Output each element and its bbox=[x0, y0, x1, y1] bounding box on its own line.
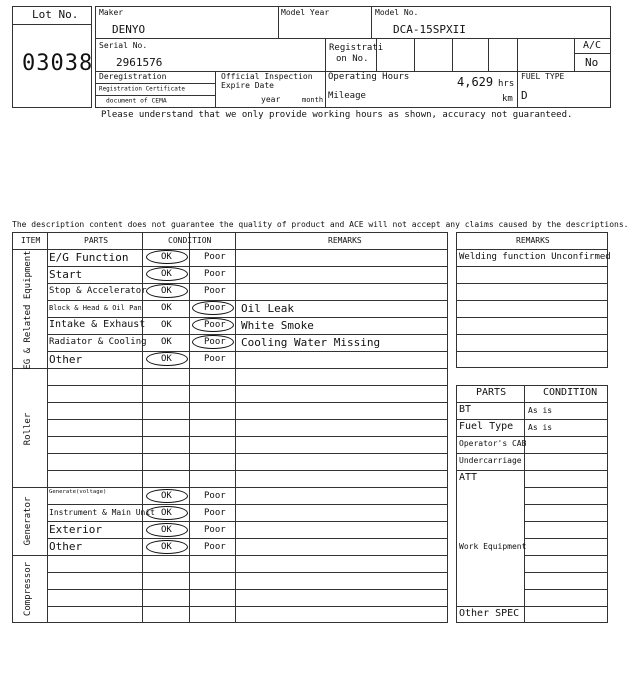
ok-option: OK bbox=[161, 542, 172, 552]
part-name: E/G Function bbox=[49, 251, 129, 264]
serial-value: 2961576 bbox=[116, 56, 163, 69]
ok-option: OK bbox=[161, 269, 172, 279]
remark-text: White Smoke bbox=[241, 319, 314, 332]
remarks-header: REMARKS bbox=[328, 236, 362, 245]
fuel-type-side-value: As is bbox=[528, 423, 553, 432]
parts-header: PARTS bbox=[84, 236, 109, 245]
section-generator-label: Generator bbox=[23, 496, 33, 546]
ok-option: OK bbox=[161, 303, 172, 313]
registration-label-2: on No. bbox=[336, 54, 369, 64]
expire-date-label: Expire Date bbox=[221, 81, 274, 90]
ok-option: OK bbox=[161, 286, 172, 296]
remark-text: Oil Leak bbox=[241, 302, 294, 315]
ac-value: No bbox=[585, 56, 599, 69]
item-header: ITEM bbox=[21, 236, 41, 245]
bt-label: BT bbox=[459, 404, 472, 415]
ok-option: OK bbox=[161, 491, 172, 501]
poor-option: Poor bbox=[204, 525, 226, 535]
model-no-label: Model No. bbox=[375, 8, 419, 17]
operators-cab-label: Operator's CAB bbox=[459, 439, 527, 448]
side-remarks-header: REMARKS bbox=[516, 236, 550, 245]
part-name: Stop & Accelerator bbox=[49, 286, 147, 296]
ok-option: OK bbox=[161, 354, 172, 364]
poor-option: Poor bbox=[204, 252, 226, 262]
km-unit: km bbox=[502, 94, 513, 104]
lot-number: 03038 bbox=[22, 51, 94, 76]
cema-label: document of CEMA bbox=[106, 97, 167, 105]
section-eg-label: EG & Related Equipment bbox=[23, 250, 33, 370]
part-name: Radiator & Cooling bbox=[49, 337, 147, 347]
part-name: Intake & Exhaust bbox=[49, 319, 146, 330]
att-label: ATT bbox=[459, 472, 478, 483]
disclaimer: The description content does not guarantee the quality of product and ACE will not accept any claims caused by the descriptions. bbox=[12, 220, 629, 229]
other-spec-label: Other SPEC bbox=[459, 608, 520, 619]
part-name: Exterior bbox=[49, 523, 102, 536]
poor-option: Poor bbox=[204, 269, 226, 279]
part-name: Block & Head & Oil Pan bbox=[49, 304, 142, 312]
fuel-type-value: D bbox=[521, 89, 528, 102]
year-label: year bbox=[261, 95, 281, 104]
poor-option: Poor bbox=[204, 354, 226, 364]
bt-value: As is bbox=[528, 406, 553, 415]
poor-option: Poor bbox=[204, 320, 226, 330]
mileage-label: Mileage bbox=[328, 91, 366, 101]
poor-option: Poor bbox=[204, 542, 226, 552]
deregistration-label: Deregistration bbox=[99, 72, 167, 81]
ok-option: OK bbox=[161, 320, 172, 330]
section-roller-label: Roller bbox=[23, 412, 33, 446]
poor-option: Poor bbox=[204, 286, 226, 296]
inspection-label: Official Inspection bbox=[221, 72, 313, 81]
part-name: Other bbox=[49, 540, 83, 553]
model-no-value: DCA-15SPXII bbox=[393, 23, 466, 36]
operating-hours-value: 4,629 bbox=[457, 75, 494, 89]
remark-text: Cooling Water Missing bbox=[241, 336, 381, 349]
accuracy-notice: Please understand that we only provide working hours as shown, accuracy not guaranteed. bbox=[101, 110, 573, 120]
operating-hours-label: Operating Hours bbox=[328, 72, 410, 82]
model-year-label: Model Year bbox=[281, 8, 330, 17]
condition-header: CONDITION bbox=[168, 236, 212, 245]
fuel-type-side-label: Fuel Type bbox=[459, 421, 514, 432]
undercarriage-label: Undercarriage bbox=[459, 456, 522, 465]
maker-value: DENYO bbox=[112, 23, 146, 36]
side-condition-header: CONDITION bbox=[543, 387, 598, 398]
registration-label: Registrati bbox=[329, 43, 384, 53]
side-remark-text: Welding function Unconfirmed bbox=[459, 252, 611, 262]
ok-option: OK bbox=[161, 508, 172, 518]
work-equipment-label: Work Equipment bbox=[459, 542, 527, 551]
poor-option: Poor bbox=[204, 337, 226, 347]
section-compressor-label: Compressor bbox=[23, 561, 33, 617]
part-name: Instrument & Main Unit bbox=[49, 508, 155, 517]
month-label: month bbox=[302, 96, 324, 104]
part-name: Start bbox=[49, 268, 83, 281]
lot-label: Lot No. bbox=[32, 8, 79, 21]
maker-label: Maker bbox=[99, 8, 124, 17]
part-name: Other bbox=[49, 353, 83, 366]
registration-certificate-label: Registration Certificate bbox=[99, 85, 185, 92]
ok-option: OK bbox=[161, 337, 172, 347]
serial-label: Serial No. bbox=[99, 41, 148, 50]
poor-option: Poor bbox=[204, 508, 226, 518]
ac-label: A/C bbox=[583, 40, 602, 51]
poor-option: Poor bbox=[204, 491, 226, 501]
fuel-type-label: FUEL TYPE bbox=[521, 72, 565, 81]
ok-option: OK bbox=[161, 525, 172, 535]
side-parts-header: PARTS bbox=[476, 387, 507, 398]
part-name: Generate(voltage) bbox=[49, 488, 107, 495]
ok-option: OK bbox=[161, 252, 172, 262]
poor-option: Poor bbox=[204, 303, 226, 313]
hrs-unit: hrs bbox=[498, 79, 515, 89]
